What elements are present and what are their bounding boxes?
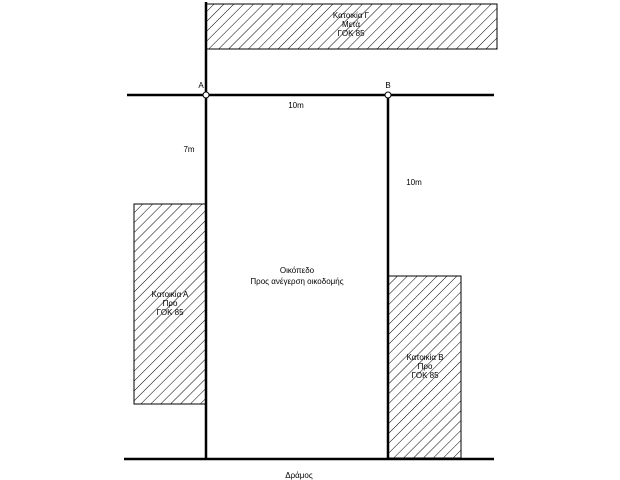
neighbor-right-label-line2: Προ (417, 362, 433, 371)
neighbor-right-label-line3: ΓΟΚ 85 (411, 371, 439, 380)
neighbor-top-label-line1: Κατοικία Γ (332, 11, 370, 20)
point-b-label: B (385, 81, 391, 90)
plot-label-line1: Οικόπεδο (279, 266, 315, 275)
neighbor-right-label-line1: Κατοικία Β (406, 353, 444, 362)
plot-label-line2: Προς ανέγερση οικοδομής (250, 277, 344, 286)
neighbor-top-label-line2: Μετά (342, 20, 360, 29)
point-a-label: A (198, 81, 204, 90)
point-a-marker (203, 92, 209, 98)
neighbor-left-label-line3: ΓΟΚ 85 (156, 308, 184, 317)
dimension-right-label: 10m (406, 178, 422, 187)
neighbor-top-label-line3: ΓΟΚ 85 (337, 29, 365, 38)
point-b-marker (385, 92, 391, 98)
road-label: Δράμος (285, 471, 313, 480)
dimension-left-label: 7m (183, 145, 195, 154)
neighbor-left-label-line2: Προ (162, 299, 178, 308)
neighbor-left-label-line1: Κατοικία Α (151, 290, 189, 299)
dimension-top-label: 10m (288, 101, 304, 110)
